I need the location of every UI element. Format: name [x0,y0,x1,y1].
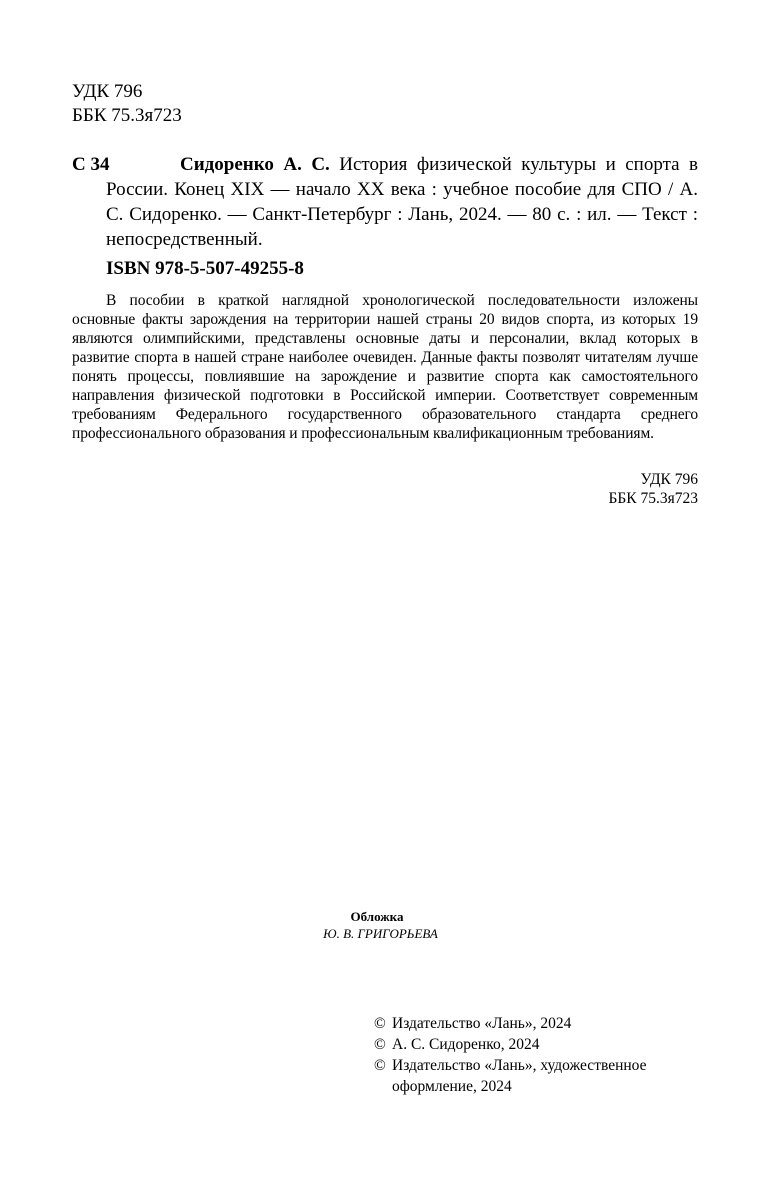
bbk-code-footer: ББК 75.3я723 [608,490,698,507]
copyright-line [374,1013,646,1034]
copyright-line-continuation [374,1076,646,1097]
bibliographic-record [72,152,698,252]
udk-code: УДК 796 [72,81,143,102]
cover-designer: Ю. В. ГРИГОРЬЕВА [323,926,438,941]
abstract-paragraph: В пособии в краткой наглядной хронологической последовательности изложены основные факты зарождения на территории нашей страны 20 видов спорта, из которых 19 являются олимпийскими, представлены основные даты и персоналии, вклад которых в развитие спорта в нашей стране наиболее очевиден. Данные факты позволят читателям лучше понять процессы, повлиявшие на зарождение и развитие спорта как самостоятельного направления физической подготовки в Российской империи. Соответствует современным требованиям Федерального государственного образовательного стандарта среднего профессионального образования и профессиональным квалификационным требованиям. [72,292,698,442]
title-and-imprint: История физической культуры и спорта в России. Конец XIX — начало XX века : учебное пособие для СПО / А. С. Сидоренко. — Санкт-Петербург : Лань, 2024. — 80 с. : ил. — Текст : непосредственный. [106,154,699,250]
copyright-text: Издательство «Лань», художественное [392,1057,647,1074]
copyright-icon: © [374,1057,386,1074]
cover-credit [0,908,769,942]
copyright-icon: © [374,1036,386,1053]
classification-footer [608,470,698,508]
copyright-line [374,1055,646,1076]
udk-code-footer: УДК 796 [640,471,698,488]
copyright-line [374,1034,646,1055]
bbk-code: ББК 75.3я723 [72,105,182,126]
copyright-text: оформление, 2024 [392,1078,512,1095]
bibliographic-description [106,152,698,252]
copyright-icon: © [374,1015,386,1032]
author-name: Сидоренко А. С. [180,154,330,175]
isbn: ISBN 978-5-507-49255-8 [106,258,304,279]
author-mark: С 34 [72,154,110,175]
copyright-block [374,1013,646,1097]
cover-label: Обложка [350,909,404,924]
copyright-text: Издательство «Лань», 2024 [392,1015,572,1032]
classification-header [72,80,182,128]
copyright-text: А. С. Сидоренко, 2024 [392,1036,540,1053]
